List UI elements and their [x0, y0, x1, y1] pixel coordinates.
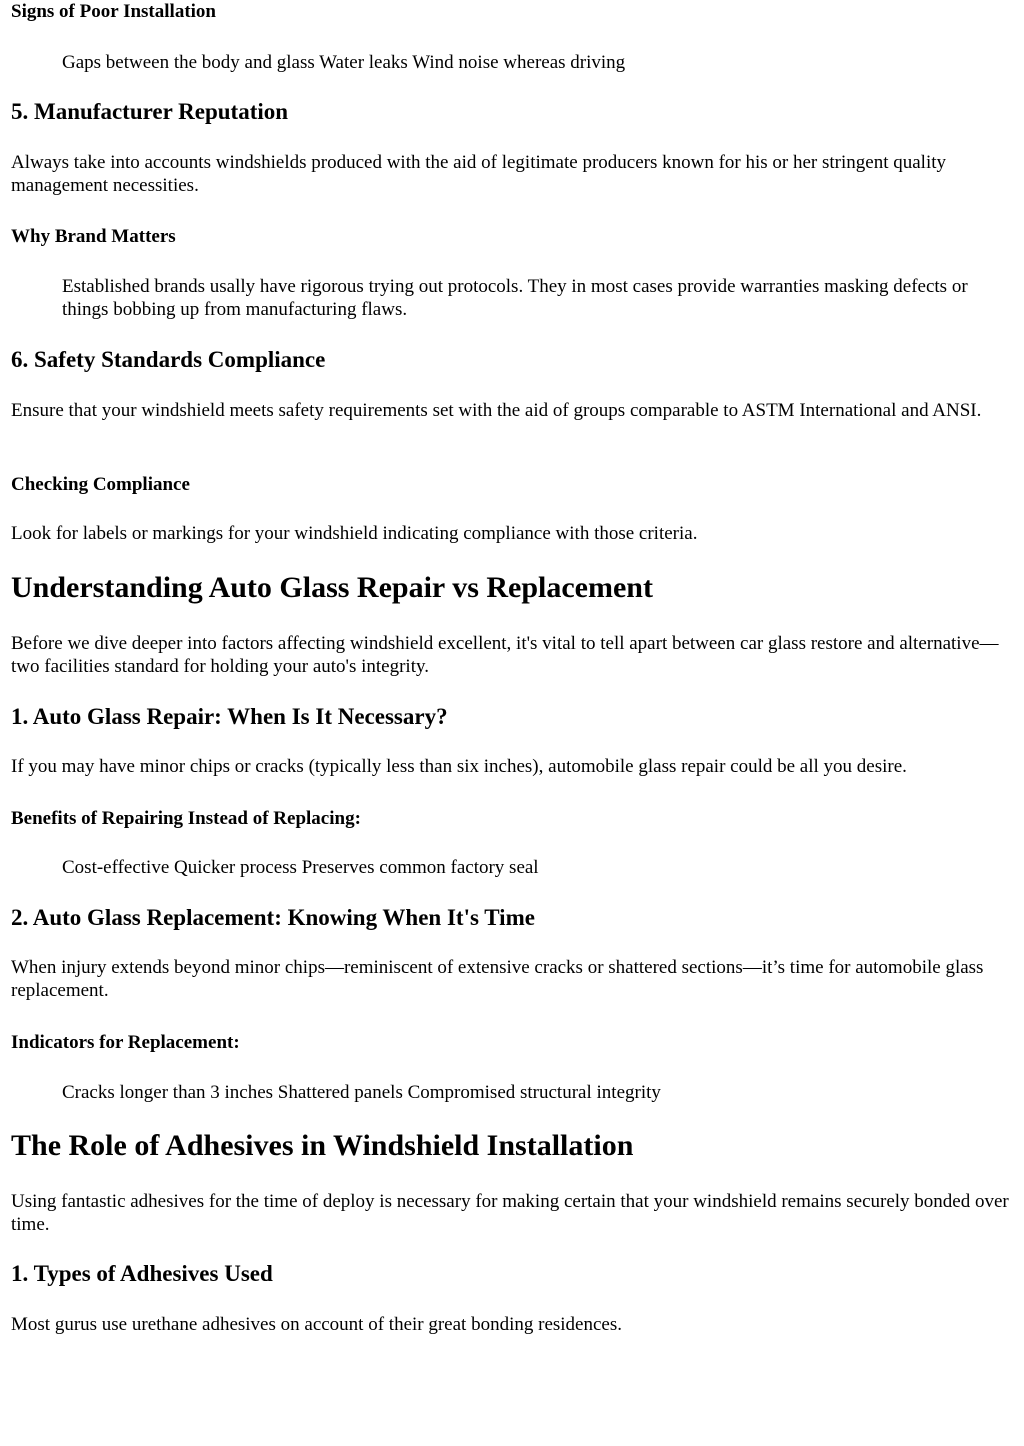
list-installation-signs: Gaps between the body and glass Water leaks Wind noise whereas driving [62, 52, 626, 73]
heading-signs-of-poor-installation: Signs of Poor Installation [11, 1, 216, 22]
heading-benefits-of-repairing: Benefits of Repairing Instead of Replacing: [11, 808, 361, 829]
heading-repair-vs-replacement: Understanding Auto Glass Repair vs Replacement [11, 571, 653, 604]
list-replacement-indicators: Cracks longer than 3 inches Shattered panels Compromised structural integrity [62, 1082, 661, 1103]
paragraph-auto-glass-replacement: When injury extends beyond minor chips—reminiscent of extensive cracks or shattered sections—it’s time for automobile glass replacement. [11, 957, 984, 1001]
heading-role-of-adhesives: The Role of Adhesives in Windshield Installation [11, 1129, 634, 1162]
heading-indicators-for-replacement: Indicators for Replacement: [11, 1032, 240, 1053]
heading-types-of-adhesives: 1. Types of Adhesives Used [11, 1261, 273, 1286]
heading-checking-compliance: Checking Compliance [11, 474, 190, 495]
list-repair-benefits: Cost-effective Quicker process Preserves common factory seal [62, 857, 539, 878]
paragraph-auto-glass-repair: If you may have minor chips or cracks (typically less than six inches), automobile glass repair could be all you desire. [11, 756, 907, 777]
heading-safety-standards: 6. Safety Standards Compliance [11, 347, 326, 372]
heading-manufacturer-reputation: 5. Manufacturer Reputation [11, 99, 289, 124]
paragraph-types-of-adhesives: Most gurus use urethane adhesives on account of their great bonding residences. [11, 1314, 622, 1335]
paragraph-role-of-adhesives: Using fantastic adhesives for the time of deploy is necessary for making certain that your windshield remains securely bonded over time. [11, 1191, 1009, 1235]
heading-why-brand-matters: Why Brand Matters [11, 226, 176, 247]
heading-auto-glass-repair: 1. Auto Glass Repair: When Is It Necessary? [11, 704, 448, 729]
heading-auto-glass-replacement: 2. Auto Glass Replacement: Knowing When It's Time [11, 905, 535, 930]
paragraph-safety-standards: Ensure that your windshield meets safety requirements set with the aid of groups comparable to ASTM International and ANSI. [11, 400, 982, 421]
list-brand-reasons: Established brands usally have rigorous trying out protocols. They in most cases provide warranties masking defects or things bobbing up from manufacturing flaws. [62, 276, 968, 320]
paragraph-manufacturer-reputation: Always take into accounts windshields produced with the aid of legitimate producers known for his or her stringent quality management necessities. [11, 152, 947, 196]
paragraph-repair-vs-replacement: Before we dive deeper into factors affecting windshield excellent, it's vital to tell apart between car glass restore and alternative—two facilities standard for holding your auto's integrity. [11, 633, 999, 677]
paragraph-checking-compliance: Look for labels or markings for your windshield indicating compliance with those criteria. [11, 523, 698, 544]
